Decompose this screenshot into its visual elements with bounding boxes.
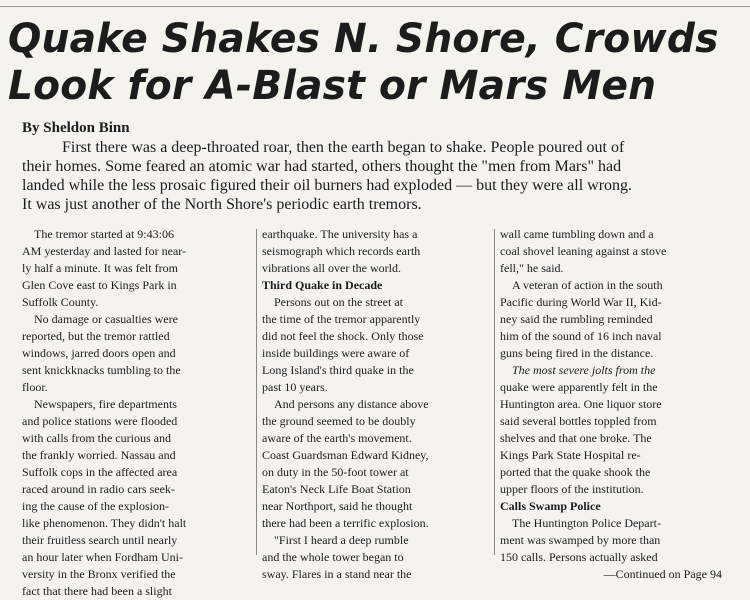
- lead-line: It was just another of the North Shore's periodic earth tremors.: [22, 196, 422, 213]
- column-line: fell," he said.: [500, 261, 564, 275]
- lead-paragraph: [22, 138, 724, 214]
- column-line: A veteran of action in the south: [512, 278, 663, 292]
- column-line: and the whole tower began to: [262, 550, 404, 564]
- column-line: Newspapers, fire departments: [34, 397, 177, 411]
- column-divider: [256, 229, 257, 555]
- column-line: Persons out on the street at: [274, 295, 403, 309]
- column-line: Coast Guardsman Edward Kidney,: [262, 448, 429, 462]
- column-line: The Huntington Police Depart-: [512, 516, 661, 530]
- headline-line-1: Quake Shakes N. Shore, Crowds: [8, 16, 719, 62]
- column-line: Eaton's Neck Life Boat Station: [262, 482, 411, 496]
- headline: [8, 16, 729, 110]
- column-line: raced around in radio cars seek-: [22, 482, 175, 496]
- column-line: sway. Flares in a stand near the: [262, 567, 412, 581]
- column-line: "First I heard a deep rumble: [274, 533, 409, 547]
- column-line: windows, jarred doors open and: [22, 346, 176, 360]
- subhead: Calls Swamp Police: [500, 499, 601, 513]
- column-line: Pacific during World War II, Kid-: [500, 295, 662, 309]
- column-line: Long Island's third quake in the: [262, 363, 414, 377]
- column-line: aware of the earth's movement.: [262, 431, 412, 445]
- lead-line: First there was a deep-throated roar, then the earth began to shake. People poured out of: [62, 139, 625, 156]
- column-line: him of the sound of 16 inch naval: [500, 329, 662, 343]
- column-line: ney said the rumbling reminded: [500, 312, 653, 326]
- column-line: ly half a minute. It was felt from: [22, 261, 178, 275]
- column-line: on duty in the 50-foot tower at: [262, 465, 409, 479]
- column-line: Glen Cove east to Kings Park in: [22, 278, 177, 292]
- column-line: the time of the tremor apparently: [262, 312, 421, 326]
- byline: By Sheldon Binn: [22, 120, 130, 136]
- column-line: 150 calls. Persons actually asked: [500, 550, 658, 564]
- column-line: upper floors of the institution.: [500, 482, 644, 496]
- column-line: their fruitless search until nearly: [22, 533, 178, 547]
- lead-line: their homes. Some feared an atomic war had started, others thought the "men from Mars" had: [22, 158, 622, 175]
- column-line: earthquake. The university has a: [262, 227, 418, 241]
- column-line: The most severe jolts from the: [512, 363, 656, 377]
- subhead: Third Quake in Decade: [262, 278, 383, 292]
- column-line: And persons any distance above: [274, 397, 429, 411]
- column-line: said several bottles toppled from: [500, 414, 657, 428]
- column-line: the frankly worried. Nassau and: [22, 448, 176, 462]
- column-line: quake were apparently felt in the: [500, 380, 658, 394]
- column-line: like phenomenon. They didn't halt: [22, 516, 187, 530]
- column-line: past 10 years.: [262, 380, 328, 394]
- column-line: coal shovel leaning against a stove: [500, 244, 667, 258]
- column-line: near Northport, said he thought: [262, 499, 413, 513]
- column-line: ment was swamped by more than: [500, 533, 661, 547]
- column-line: reported, but the tremor rattled: [22, 329, 170, 343]
- column-line: seismograph which records earth: [262, 244, 421, 258]
- column-line: wall came tumbling down and a: [500, 227, 654, 241]
- column-line: ing the cause of the explosion-: [22, 499, 169, 513]
- column-line: Kings Park State Hospital re-: [500, 448, 641, 462]
- article-column-1: [22, 226, 248, 600]
- column-line: Huntington area. One liquor store: [500, 397, 662, 411]
- column-line: with calls from the curious and: [22, 431, 171, 445]
- column-line: sent knickknacks tumbling to the: [22, 363, 181, 377]
- column-line: The tremor started at 9:43:06: [34, 227, 174, 241]
- column-line: inside buildings were aware of: [262, 346, 410, 360]
- column-line: an hour later when Fordham Uni-: [22, 550, 183, 564]
- column-line: floor.: [22, 380, 48, 394]
- column-line: there had been a terrific explosion.: [262, 516, 429, 530]
- column-line: did not feel the shock. Only those: [262, 329, 424, 343]
- top-rule: [0, 6, 750, 7]
- column-line: and police stations were flooded: [22, 414, 178, 428]
- column-line: ported that the quake shook the: [500, 465, 651, 479]
- column-line: versity in the Bronx verified the: [22, 567, 176, 581]
- column-line: AM yesterday and lasted for near-: [22, 244, 187, 258]
- column-line: the ground seemed to be doubly: [262, 414, 416, 428]
- column-divider: [494, 229, 495, 555]
- article-column-2: [262, 226, 488, 583]
- column-line: No damage or casualties were: [34, 312, 178, 326]
- column-line: shelves and that one broke. The: [500, 431, 652, 445]
- lead-line: landed while the less prosaic figured their oil burners had exploded — but they were all wrong.: [22, 177, 633, 194]
- column-line: Suffolk cops in the affected area: [22, 465, 178, 479]
- article-column-3: [500, 226, 726, 583]
- headline-line-2: Look for A-Blast or Mars Men: [8, 63, 657, 109]
- column-line: guns being fired in the distance.: [500, 346, 654, 360]
- column-line: fact that there had been a slight: [22, 584, 172, 598]
- continuation-note: —Continued on Page 94: [603, 567, 722, 581]
- column-line: vibrations all over the world.: [262, 261, 401, 275]
- column-line: Suffolk County.: [22, 295, 99, 309]
